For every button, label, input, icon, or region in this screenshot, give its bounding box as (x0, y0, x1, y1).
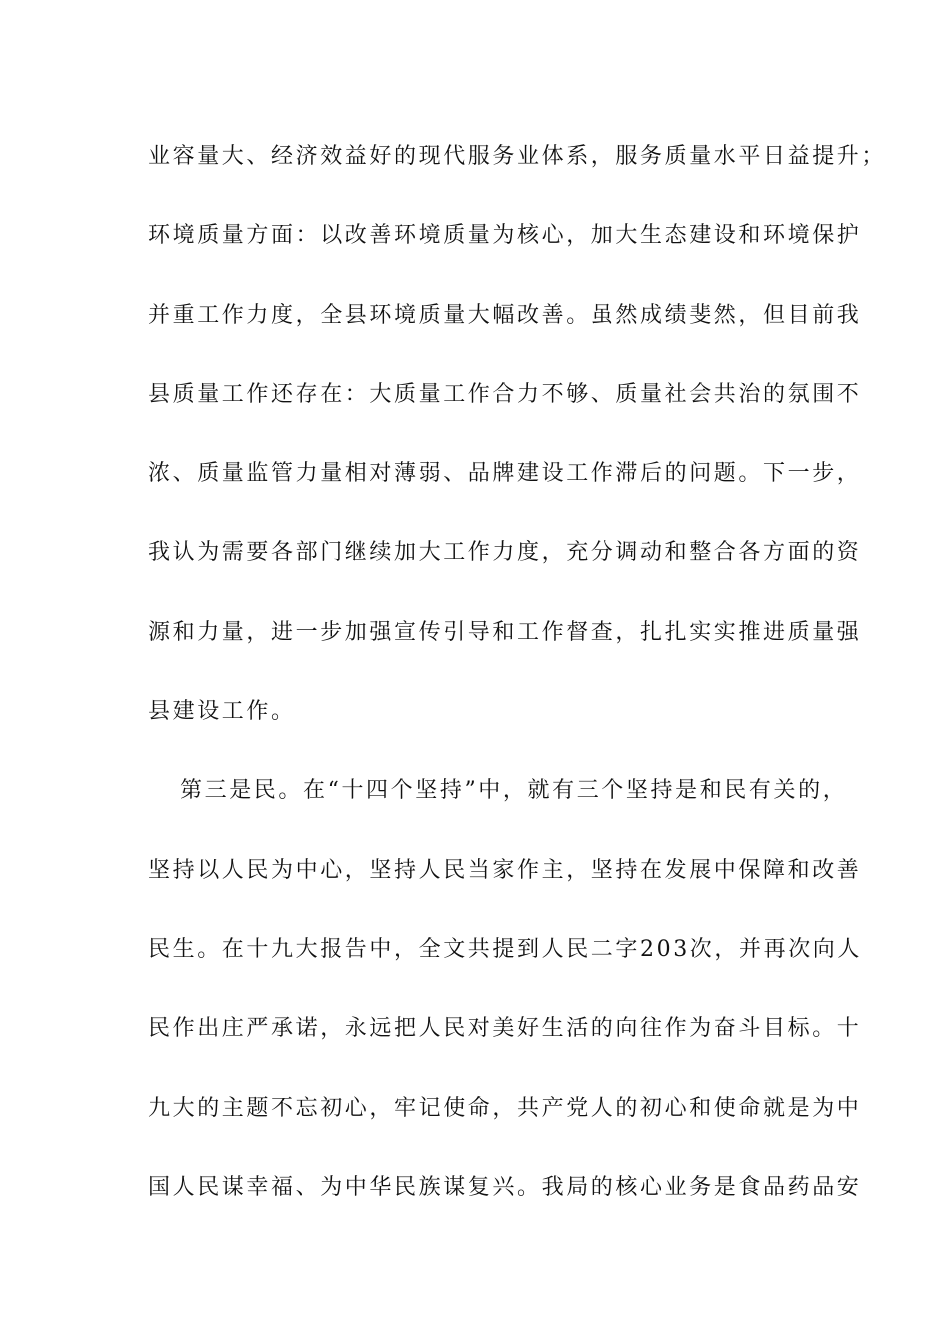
text-line-11: 民生。在十九大报告中，全文共提到人民二字203次，并再次向人 (148, 936, 862, 962)
text-line-5: 浓、质量监管力量相对薄弱、品牌建设工作滞后的问题。下一步， (148, 461, 862, 487)
text-line-3: 并重工作力度，全县环境质量大幅改善。虽然成绩斐然，但目前我 (148, 302, 862, 328)
text-line-10: 坚持以人民为中心，坚持人民当家作主，坚持在发展中保障和改善 (148, 857, 862, 883)
text-line-4: 县质量工作还存在：大质量工作合力不够、质量社会共治的氛围不 (148, 381, 862, 407)
text-line-14: 国人民谋幸福、为中华民族谋复兴。我局的核心业务是食品药品安 (148, 1174, 862, 1200)
text-line-6: 我认为需要各部门继续加大工作力度，充分调动和整合各方面的资 (148, 540, 862, 566)
text-line-8: 县建设工作。 (148, 699, 296, 725)
text-line-9-paragraph-start: 第三是民。在“十四个坚持”中，就有三个坚持是和民有关的， (180, 778, 848, 804)
text-line-7: 源和力量，进一步加强宣传引导和工作督查，扎扎实实推进质量强 (148, 619, 862, 645)
text-line-12: 民作出庄严承诺，永远把人民对美好生活的向往作为奋斗目标。十 (148, 1016, 862, 1042)
text-line-2: 环境质量方面：以改善环境质量为核心，加大生态建设和环境保护 (148, 223, 862, 249)
text-line-1: 业容量大、经济效益好的现代服务业体系，服务质量水平日益提升； (148, 144, 887, 169)
text-line-13: 九大的主题不忘初心，牢记使命，共产党人的初心和使命就是为中 (148, 1095, 862, 1121)
body-text (148, 132, 887, 1242)
